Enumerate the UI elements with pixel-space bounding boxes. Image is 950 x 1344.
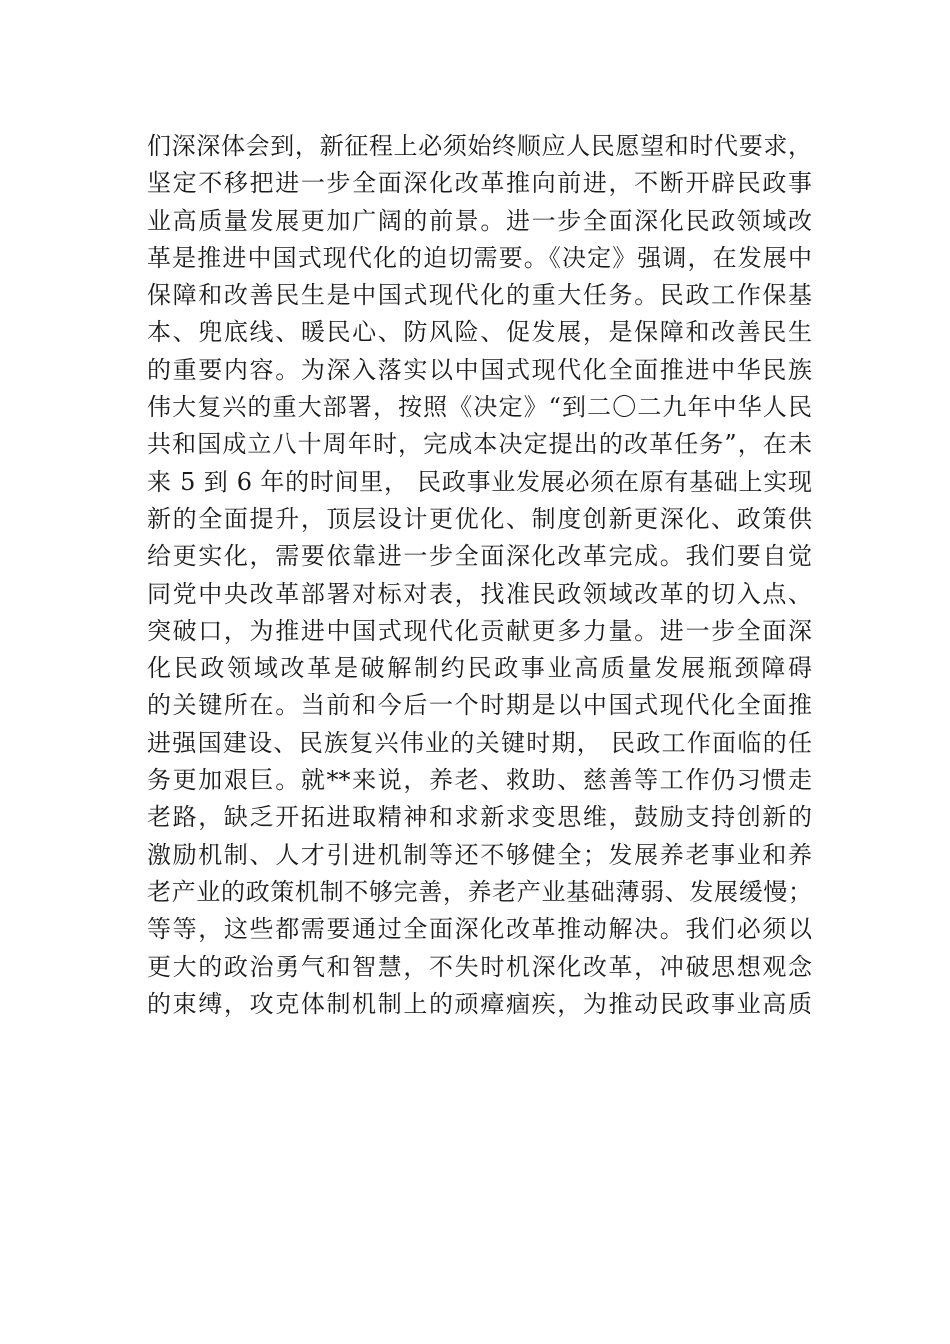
text-line: 的重要内容。为深入落实以中国式现代化全面推进中华民族	[147, 355, 812, 384]
text-line: 的束缚，攻克体制机制上的顽瘴痼疾，为推动民政事业高质	[147, 989, 812, 1018]
text-line: 们深深体会到，新征程上必须始终顺应人民愿望和时代要求，	[147, 132, 812, 160]
text-line: 共和国成立八十周年时，完成本决定提出的改革任务”，在未	[147, 430, 812, 459]
text-line: 新的全面提升，顶层设计更优化、制度创新更深化、政策供	[147, 504, 812, 533]
text-line: 老产业的政策机制不够完善，养老产业基础薄弱、发展缓慢；	[147, 877, 812, 906]
text-line: 本、兜底线、暖民心、防风险、促发展，是保障和改善民生	[147, 318, 812, 347]
text-line: 更大的政治勇气和智慧，不失时机深化改革，冲破思想观念	[147, 952, 812, 981]
text-line: 给更实化，需要依靠进一步全面深化改革完成。我们要自觉	[147, 542, 812, 571]
text-line: 化民政领域改革是破解制约民政事业高质量发展瓶颈障碍	[147, 654, 812, 683]
text-line: 务更加艰巨。就**来说，养老、救助、慈善等工作仍习惯走	[147, 766, 812, 795]
text-line: 坚定不移把进一步全面深化改革推向前进，不断开辟民政事	[147, 169, 812, 198]
text-line: 来 5 到 6 年的时间里， 民政事业发展必须在原有基础上实现	[147, 467, 812, 496]
text-line: 保障和改善民生是中国式现代化的重大任务。民政工作保基	[147, 281, 812, 310]
text-line: 等等，这些都需要通过全面深化改革推动解决。我们必须以	[147, 915, 812, 944]
text-line: 突破口，为推进中国式现代化贡献更多力量。进一步全面深	[147, 616, 812, 645]
text-line: 伟大复兴的重大部署，按照《决定》“到二〇二九年中华人民	[147, 393, 812, 422]
text-line: 同党中央改革部署对标对表，找准民政领域改革的切入点、	[147, 579, 812, 608]
text-line: 激励机制、人才引进机制等还不够健全；发展养老事业和养	[147, 840, 812, 869]
text-line: 进强国建设、民族复兴伟业的关键时期， 民政工作面临的任	[147, 728, 812, 757]
text-line: 业高质量发展更加广阔的前景。进一步全面深化民政领域改	[147, 206, 812, 235]
text-line: 老路，缺乏开拓进取精神和求新求变思维，鼓励支持创新的	[147, 803, 812, 832]
body-paragraph	[147, 128, 812, 1023]
text-line: 革是推进中国式现代化的迫切需要。《决定》强调，在发展中	[147, 243, 812, 272]
text-line: 的关键所在。当前和今后一个时期是以中国式现代化全面推	[147, 691, 812, 720]
